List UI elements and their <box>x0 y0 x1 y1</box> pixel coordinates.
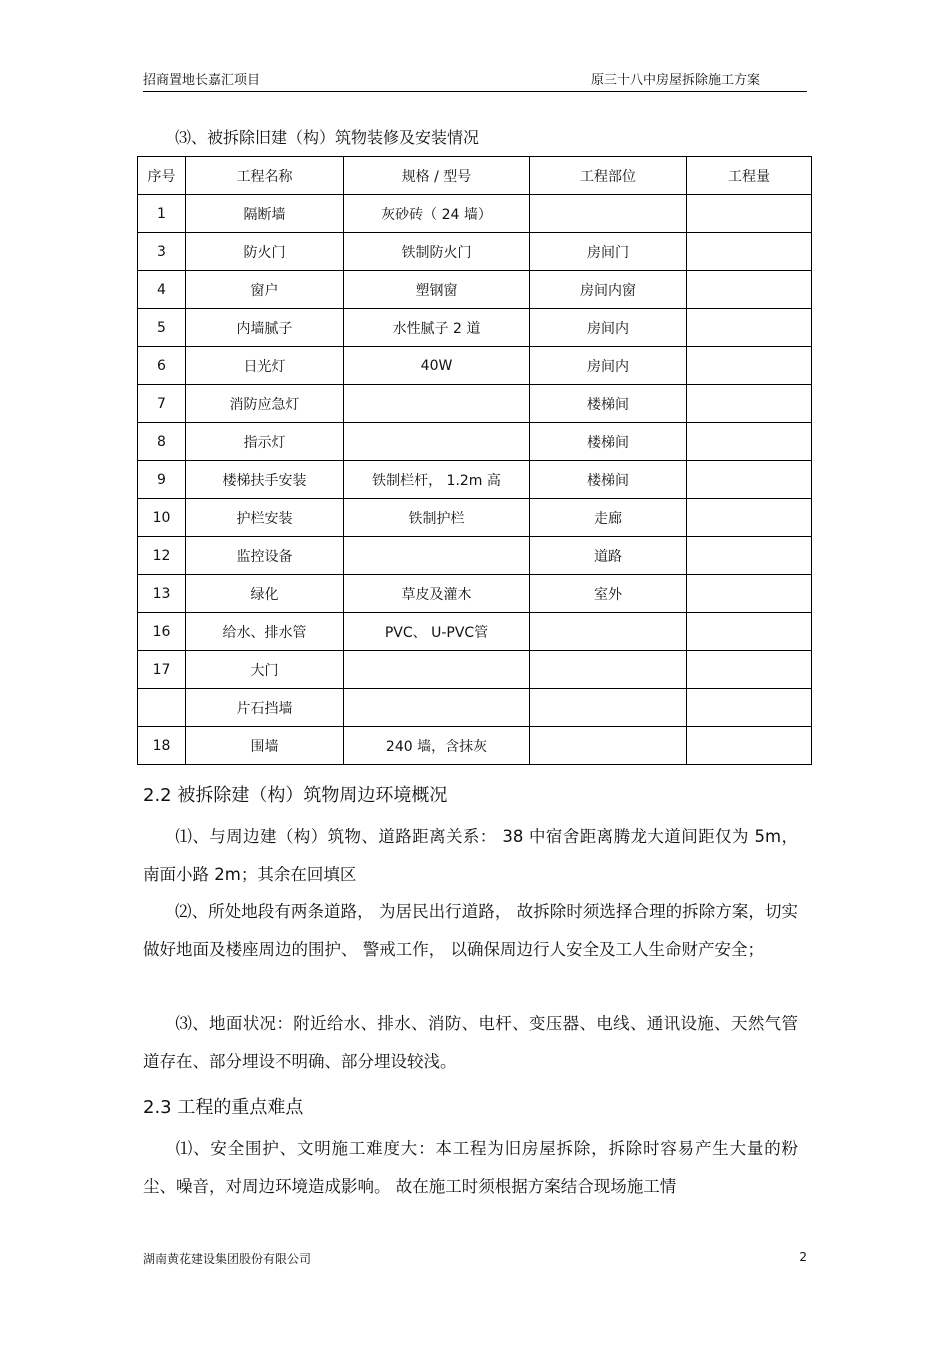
cell-spec: 塑钢窗 <box>344 271 530 309</box>
column-header-no: 序号 <box>138 157 186 195</box>
cell-no: 10 <box>138 499 186 537</box>
cell-quantity <box>687 613 812 651</box>
cell-no: 13 <box>138 575 186 613</box>
cell-name: 护栏安装 <box>186 499 344 537</box>
column-header-spec: 规格 / 型号 <box>344 157 530 195</box>
cell-quantity <box>687 347 812 385</box>
table-row <box>138 727 812 765</box>
table-row <box>138 347 812 385</box>
cell-part: 楼梯间 <box>530 461 687 499</box>
cell-name: 内墙腻子 <box>186 309 344 347</box>
table-row <box>138 385 812 423</box>
cell-part: 房间内窗 <box>530 271 687 309</box>
table-row <box>138 575 812 613</box>
cell-quantity <box>687 195 812 233</box>
cell-name: 日光灯 <box>186 347 344 385</box>
section-2-3-heading: 2.3 工程的重点难点 <box>143 1097 304 1118</box>
header-divider <box>143 91 807 92</box>
cell-no: 5 <box>138 309 186 347</box>
cell-no: 8 <box>138 423 186 461</box>
cell-quantity <box>687 309 812 347</box>
section-2-3-paragraph-1: ⑴、安全围护、文明施工难度大：本工程为旧房屋拆除，拆除时容易产生大量的粉尘、噪音，对周边环境造成影响。 故在施工时须根据方案结合现场施工情 <box>143 1139 798 1196</box>
column-header-name: 工程名称 <box>186 157 344 195</box>
cell-spec <box>344 385 530 423</box>
cell-part <box>530 689 687 727</box>
table-row <box>138 499 812 537</box>
cell-part: 室外 <box>530 575 687 613</box>
cell-part: 道路 <box>530 537 687 575</box>
cell-part <box>530 651 687 689</box>
table-row <box>138 613 812 651</box>
cell-name: 围墙 <box>186 727 344 765</box>
cell-no: 6 <box>138 347 186 385</box>
cell-part: 房间内 <box>530 347 687 385</box>
cell-name: 防火门 <box>186 233 344 271</box>
cell-spec: 40W <box>344 347 530 385</box>
cell-spec: PVC、 U-PVC管 <box>344 613 530 651</box>
cell-name: 楼梯扶手安装 <box>186 461 344 499</box>
table-row <box>138 195 812 233</box>
cell-quantity <box>687 499 812 537</box>
column-header-quantity: 工程量 <box>687 157 812 195</box>
table-row <box>138 233 812 271</box>
cell-no: 4 <box>138 271 186 309</box>
cell-name: 绿化 <box>186 575 344 613</box>
cell-name: 大门 <box>186 651 344 689</box>
cell-spec: 草皮及灌木 <box>344 575 530 613</box>
cell-quantity <box>687 537 812 575</box>
cell-quantity <box>687 423 812 461</box>
section-2-2-paragraph-1: ⑴、与周边建（构）筑物、道路距离关系： 38 中宿舍距离腾龙大道间距仅为 5m，南面小路 2m；其余在回填区 <box>143 827 798 884</box>
table-row <box>138 423 812 461</box>
cell-name: 指示灯 <box>186 423 344 461</box>
table-row <box>138 651 812 689</box>
cell-no: 16 <box>138 613 186 651</box>
header-project-name: 招商置地长嘉汇项目 <box>143 73 261 88</box>
footer-page-number: 2 <box>799 1250 807 1264</box>
cell-name: 片石挡墙 <box>186 689 344 727</box>
table-body <box>138 195 812 765</box>
section-2-2-heading: 2.2 被拆除建（构）筑物周边环境概况 <box>143 785 448 806</box>
cell-quantity <box>687 651 812 689</box>
footer-company-name: 湖南黄花建设集团股份有限公司 <box>143 1252 312 1266</box>
cell-part <box>530 613 687 651</box>
cell-spec: 灰砂砖（ 24 墙） <box>344 195 530 233</box>
table-title: ⑶、被拆除旧建（构）筑物装修及安装情况 <box>175 128 480 147</box>
cell-no <box>138 689 186 727</box>
cell-quantity <box>687 575 812 613</box>
cell-spec: 铁制防火门 <box>344 233 530 271</box>
cell-part <box>530 727 687 765</box>
cell-no: 17 <box>138 651 186 689</box>
cell-spec <box>344 689 530 727</box>
cell-quantity <box>687 689 812 727</box>
cell-spec <box>344 651 530 689</box>
section-2-2-paragraph-3: ⑶、地面状况：附近给水、排水、消防、电杆、变压器、电线、通讯设施、天然气管道存在、部分埋设不明确、部分埋设较浅。 <box>143 1014 798 1071</box>
cell-quantity <box>687 233 812 271</box>
cell-name: 给水、排水管 <box>186 613 344 651</box>
cell-quantity <box>687 271 812 309</box>
cell-no: 18 <box>138 727 186 765</box>
table-row <box>138 461 812 499</box>
cell-part: 房间门 <box>530 233 687 271</box>
section-2-2-paragraph-2: ⑵、所处地段有两条道路， 为居民出行道路， 故拆除时须选择合理的拆除方案，切实做好地面及楼座周边的围护、 警戒工作， 以确保周边行人安全及工人生命财产安全； <box>143 902 798 959</box>
cell-name: 隔断墙 <box>186 195 344 233</box>
cell-spec: 铁制护栏 <box>344 499 530 537</box>
cell-part: 楼梯间 <box>530 423 687 461</box>
table-row <box>138 309 812 347</box>
cell-spec <box>344 423 530 461</box>
cell-quantity <box>687 727 812 765</box>
cell-no: 7 <box>138 385 186 423</box>
cell-part: 房间内 <box>530 309 687 347</box>
cell-no: 12 <box>138 537 186 575</box>
header-document-title: 原三十八中房屋拆除施工方案 <box>590 73 760 88</box>
table-row <box>138 271 812 309</box>
cell-name: 监控设备 <box>186 537 344 575</box>
table-row <box>138 537 812 575</box>
cell-spec: 水性腻子 2 道 <box>344 309 530 347</box>
column-header-part: 工程部位 <box>530 157 687 195</box>
cell-spec: 240 墙，含抹灰 <box>344 727 530 765</box>
table-row <box>138 689 812 727</box>
demolition-items-table <box>137 156 812 765</box>
table-header-row <box>138 157 812 195</box>
cell-name: 消防应急灯 <box>186 385 344 423</box>
cell-quantity <box>687 461 812 499</box>
cell-part: 楼梯间 <box>530 385 687 423</box>
cell-no: 9 <box>138 461 186 499</box>
cell-part: 走廊 <box>530 499 687 537</box>
cell-no: 3 <box>138 233 186 271</box>
cell-quantity <box>687 385 812 423</box>
cell-spec: 铁制栏杆， 1.2m 高 <box>344 461 530 499</box>
cell-part <box>530 195 687 233</box>
cell-spec <box>344 537 530 575</box>
cell-name: 窗户 <box>186 271 344 309</box>
cell-no: 1 <box>138 195 186 233</box>
